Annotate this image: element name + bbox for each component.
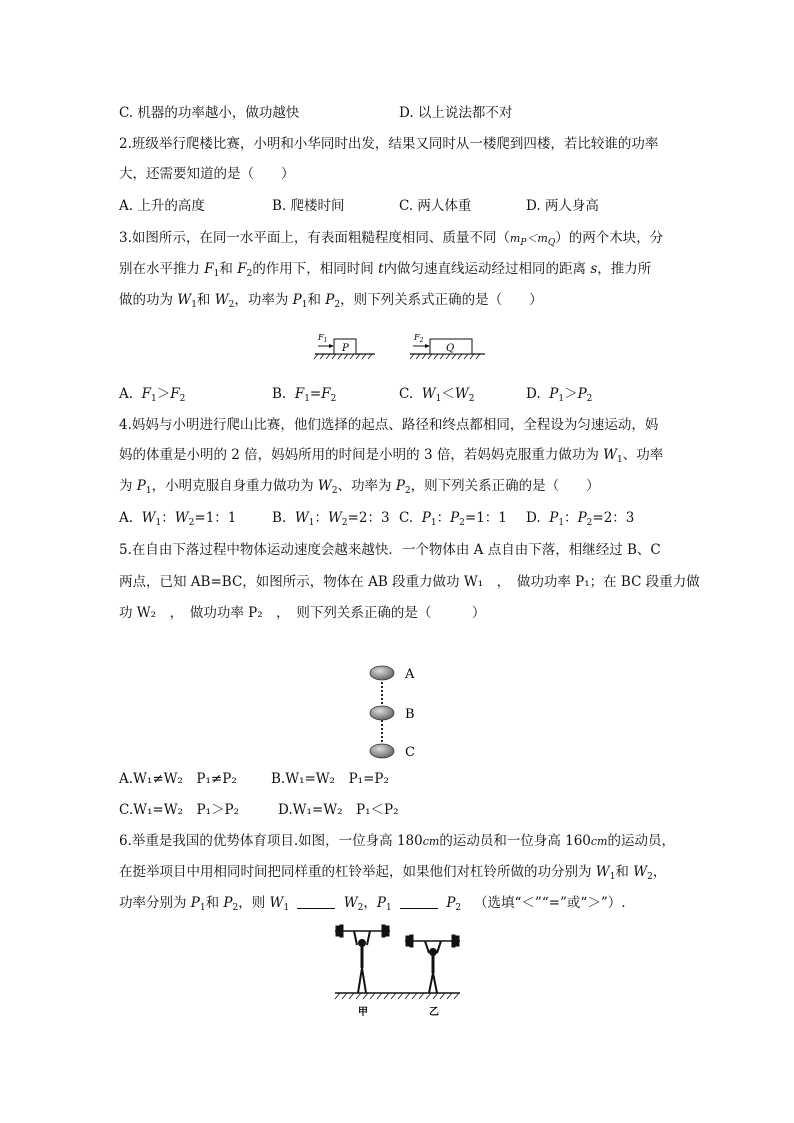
ball-a <box>370 666 394 680</box>
answer-blank-1[interactable] <box>297 896 335 909</box>
q4-option-b: B. $W_1$：$W_2=2$：3 <box>272 510 390 528</box>
q5-option-a: A.W₁≠W₂ P₁≠P₂ <box>119 771 237 787</box>
q2-option-d: D. 两人身高 <box>526 198 599 214</box>
point-a-label: A <box>405 667 415 682</box>
q4-option-a: A. $W_1$：$W_2=1$：1 <box>119 510 237 528</box>
q3-option-a: A. $F_1>F_2$ <box>119 386 186 404</box>
answer-blank-2[interactable] <box>400 896 438 909</box>
lifter-jia <box>335 925 390 993</box>
q5-text-line1: 5.在自由下落过程中物体运动速度会越来越快．一个物体由 A 点自由下落，相继经过 B、C <box>119 542 661 558</box>
block-p-label: P <box>342 343 349 354</box>
f1-label: $F_1$ <box>318 333 328 344</box>
q2-text-line1: 2.班级举行爬楼比赛，小明和小华同时出发，结果又同时从一楼爬到四楼，若比较谁的功率 <box>119 136 659 152</box>
q6-text-line1: 6.举重是我国的优势体育项目.如图，一位身高 180cm的运动员和一位身高 160cm的运动员， <box>119 833 675 849</box>
point-b-label: B <box>405 707 415 722</box>
q6-weightlifters-figure <box>330 923 465 1021</box>
point-c-label: C <box>405 745 415 760</box>
q2-option-b: B. 爬楼时间 <box>272 198 345 214</box>
q3-blocks-figure <box>310 328 490 368</box>
q3-option-c: C. $W_1<W_2$ <box>399 386 475 404</box>
label-yi: 乙 <box>429 1007 439 1018</box>
block-q-label: Q <box>446 343 455 354</box>
q1-option-c: C. 机器的功率越小，做功越快 <box>119 105 300 121</box>
q2-option-c: C. 两人体重 <box>399 198 472 214</box>
q3-option-d: D. $P_1>P_2$ <box>526 386 593 404</box>
q6-text-line2: 在挺举项目中用相同时间把同样重的杠铃举起，如果他们对杠铃所做的功分别为 $W_1$和 $W_2$， <box>119 864 667 882</box>
q5-text-line2: 两点，已知 AB=BC，如图所示，物体在 AB 段重力做功 W₁ ， 做功功率 P₁；在 BC 段重力做 <box>119 574 700 590</box>
q3-text-line1: 3.如图所示，在同一水平面上，有表面粗糙程度相同、质量不同$(m_P<m_Q)$的两个木块，分 <box>119 230 664 248</box>
f2-label: $F_2$ <box>414 333 424 344</box>
q4-option-c: C. $P_1$：$P_2=1$：1 <box>399 510 507 528</box>
q5-text-line3: 功 W₂ ， 做功功率 P₂ ， 则下列关系正确的是（ ） <box>119 605 486 621</box>
q5-option-c: C.W₁=W₂ P₁＞P₂ <box>119 802 240 818</box>
q3-block-p-group <box>314 333 375 359</box>
ball-c <box>370 744 394 758</box>
q1-option-d: D. 以上说法都不对 <box>399 105 513 121</box>
label-jia: 甲 <box>358 1007 368 1018</box>
q5-falling-object-figure <box>365 658 435 763</box>
q4-text-line1: 4.妈妈与小明进行爬山比赛，他们选择的起点、路径和终点都相同，全程设为匀速运动，妈 <box>119 417 659 433</box>
q4-option-d: D. $P_1$：$P_2=2$：3 <box>526 510 635 528</box>
q3-block-q-group <box>410 333 485 359</box>
q3-option-b: B. $F_1=F_2$ <box>272 386 337 404</box>
q2-text-line2: 大，还需要知道的是（ ） <box>119 166 295 182</box>
q3-text-line3: 做的功为 $W_1$和 $W_2$，功率为 $P_1$和 $P_2$，则下列关系式正确的是（ ） <box>119 292 543 310</box>
q4-text-line2: 妈的体重是小明的 2 倍，妈妈所用的时间是小明的 3 倍，若妈妈克服重力做功为 $W_1$、功率 <box>119 447 664 465</box>
ball-b <box>370 706 394 720</box>
q2-option-a: A. 上升的高度 <box>119 198 205 214</box>
q5-option-d: D.W₁=W₂ P₁＜P₂ <box>278 802 399 818</box>
q4-text-line3: 为 $P_1$，小明克服自身重力做功为 $W_2$、功率为 $P_2$，则下列关系正确的是（ ） <box>119 478 600 496</box>
lifter-yi <box>405 935 460 993</box>
q6-text-line3: 功率分别为 $P_1$和 $P_2$，则 $W_1$ $W_2$，$P_1$ $P_2$ （选填“＜”“=”或“＞”）. <box>119 895 626 913</box>
q5-option-b: B.W₁=W₂ P₁=P₂ <box>271 771 389 787</box>
q3-text-line2: 别在水平推力 $F_1$和 $F_2$的作用下，相同时间 t内做匀速直线运动经过相同的距离 s，推力所 <box>119 261 652 279</box>
